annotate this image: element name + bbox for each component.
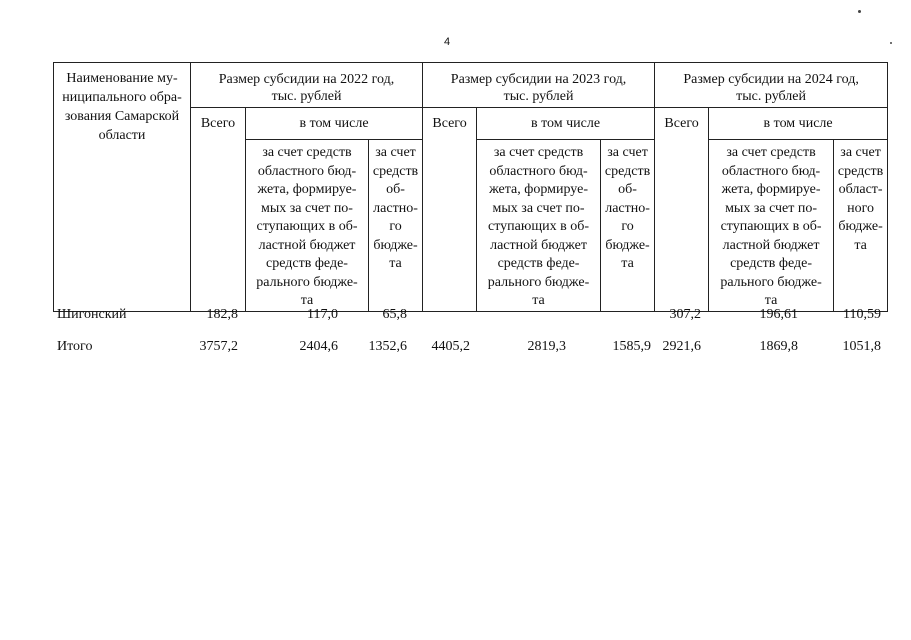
regional-2023-value: 1585,9: [612, 339, 651, 354]
scan-speck: [858, 10, 861, 13]
regional-2022-value: 1352,6: [368, 339, 407, 354]
regional-2024-header: за счет средств област- ного бюдже- та: [834, 140, 888, 312]
page-number: 4: [444, 36, 451, 48]
federal-2022-value: 117,0: [307, 307, 338, 322]
total-2024-value: 2921,6: [662, 339, 701, 354]
federal-2024-header: за счет средств областного бюд- жета, формируе- мых за счет по- ступающих в об- ластной бюджет средств феде- рального бюдже- та: [709, 140, 834, 312]
federal-2024-value: 1869,8: [759, 339, 798, 354]
municipality-name: Шигонский: [57, 307, 127, 322]
regional-2022-header: за счет средств об- ластно- го бюдже- та: [369, 140, 423, 312]
table-row: [0, 339, 911, 359]
total-2023-header: Всего: [423, 108, 477, 312]
year-2024-header: Размер субсидии на 2024 год, тыс. рублей: [655, 63, 888, 108]
subsidy-table-header: [53, 62, 887, 307]
regional-2024-value: 110,59: [843, 307, 881, 322]
subsidy-table: [53, 62, 888, 312]
total-2023-value: 4405,2: [431, 339, 470, 354]
federal-2022-value: 2404,6: [299, 339, 338, 354]
federal-2022-header: за счет средств областного бюд- жета, формируе- мых за счет по- ступающих в об- ластной бюджет средств феде- рального бюдже- та: [246, 140, 369, 312]
regional-2022-value: 65,8: [382, 307, 407, 322]
scan-speck: [890, 42, 892, 44]
federal-2023-value: 2819,3: [527, 339, 566, 354]
regional-2023-header: за счет средств об- ластно- го бюдже- та: [601, 140, 655, 312]
total-2022-value: 182,8: [206, 307, 238, 322]
including-2024-header: в том числе: [709, 108, 888, 140]
year-2022-header: Размер субсидии на 2022 год, тыс. рублей: [191, 63, 423, 108]
regional-2024-value: 1051,8: [842, 339, 881, 354]
total-2022-value: 3757,2: [199, 339, 238, 354]
including-2022-header: в том числе: [246, 108, 423, 140]
table-row: [0, 307, 911, 327]
municipality-name: Итого: [57, 339, 93, 354]
total-2024-value: 307,2: [669, 307, 701, 322]
municipality-name-header: Наименование му- ниципального обра- зования Самарской области: [54, 63, 191, 312]
total-2022-header: Всего: [191, 108, 246, 312]
total-2024-header: Всего: [655, 108, 709, 312]
federal-2024-value: 196,61: [759, 307, 798, 322]
including-2023-header: в том числе: [477, 108, 655, 140]
federal-2023-header: за счет средств областного бюд- жета, формируе- мых за счет по- ступающих в об- ластной бюджет средств феде- рального бюдже- та: [477, 140, 601, 312]
year-2023-header: Размер субсидии на 2023 год, тыс. рублей: [423, 63, 655, 108]
